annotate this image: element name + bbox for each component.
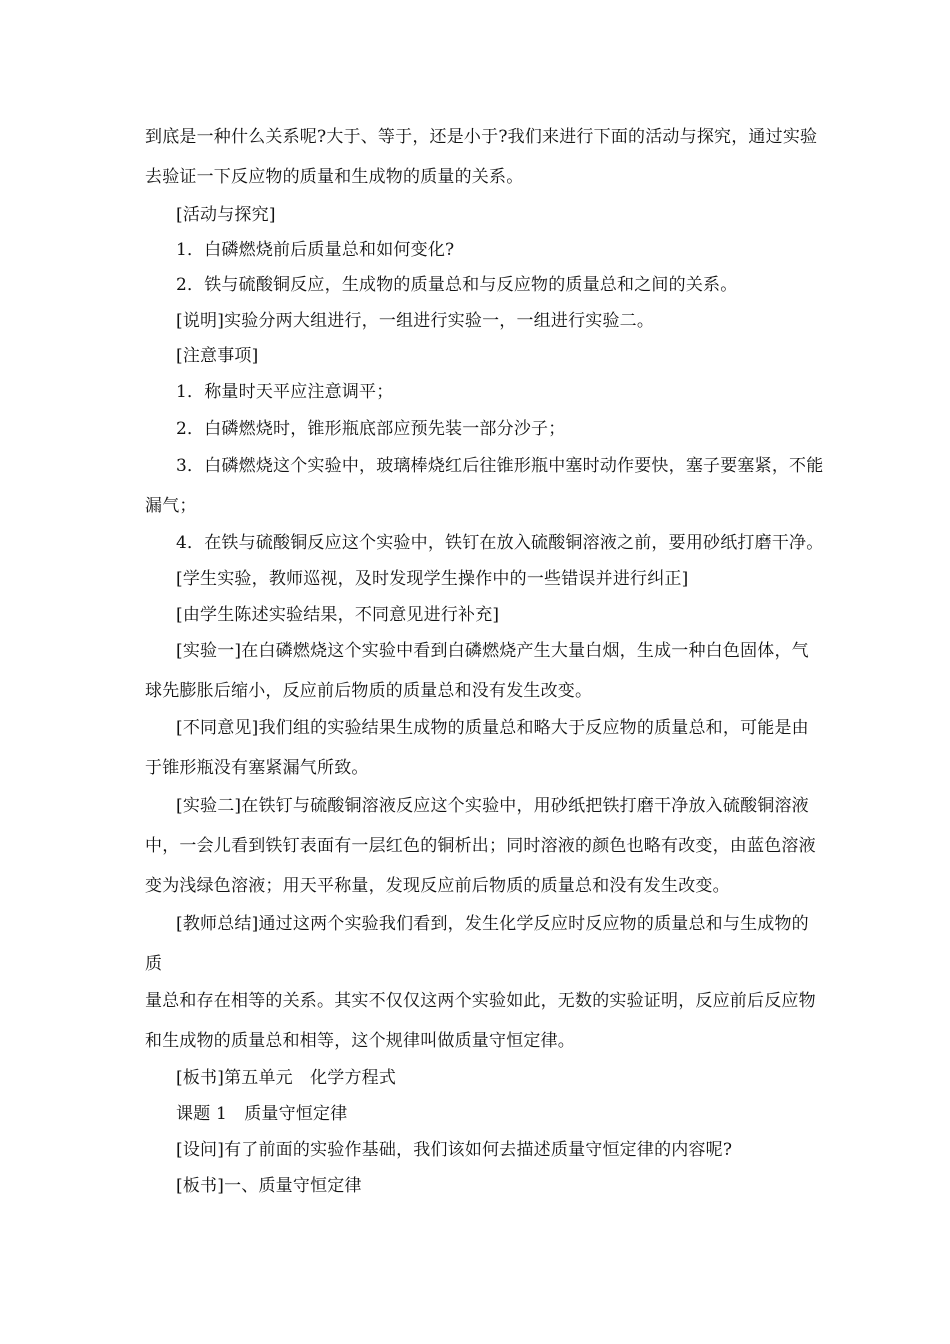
text-line: [实验一]在白磷燃烧这个实验中看到白磷燃烧产生大量白烟，生成一种白色固体，气 [176,641,809,661]
text-line: 和生成物的质量总和相等，这个规律叫做质量守恒定律。 [145,1031,575,1051]
text-line: [由学生陈述实验结果，不同意见进行补充] [176,605,500,625]
text-line: 量总和存在相等的关系。其实不仅仅这两个实验如此，无数的实验证明，反应前后反应物 [145,991,816,1011]
text-line: 质 [145,954,163,974]
board-title: [板书]第五单元 化学方程式 [176,1068,397,1088]
text-line: 变为浅绿色溶液；用天平称量，发现反应前后物质的质量总和没有发生改变。 [145,876,730,896]
text-line: 球先膨胀后缩小，反应前后物质的质量总和没有发生改变。 [145,681,593,701]
text-line: 中，一会儿看到铁钉表面有一层红色的铜析出；同时溶液的颜色也略有改变，由蓝色溶液 [145,836,816,856]
text-line: 2．铁与硫酸铜反应，生成物的质量总和与反应物的质量总和之间的关系。 [176,275,738,295]
text-line: 1．称量时天平应注意调平； [176,382,394,402]
text-line: 到底是一种什么关系呢?大于、等于，还是小于?我们来进行下面的活动与探究，通过实验 [145,127,818,147]
section-heading: [注意事项] [176,346,259,366]
text-line: [实验二]在铁钉与硫酸铜溶液反应这个实验中，用砂纸把铁打磨干净放入硫酸铜溶液 [176,796,809,816]
section-heading: [活动与探究] [176,205,276,225]
text-line: 2．白磷燃烧时，锥形瓶底部应预先装一部分沙子； [176,419,566,439]
text-line: 漏气； [145,496,197,516]
text-line: 3．白磷燃烧这个实验中，玻璃棒烧红后往锥形瓶中塞时动作要快，塞子要塞紧，不能 [176,456,824,476]
text-line: [教师总结]通过这两个实验我们看到，发生化学反应时反应物的质量总和与生成物的 [176,914,809,934]
text-line: [设问]有了前面的实验作基础，我们该如何去描述质量守恒定律的内容呢? [176,1140,733,1160]
text-line: 4．在铁与硫酸铜反应这个实验中，铁钉在放入硫酸铜溶液之前，要用砂纸打磨干净。 [176,533,824,553]
text-line: [说明]实验分两大组进行，一组进行实验一，一组进行实验二。 [176,311,655,331]
text-line: 1．白磷燃烧前后质量总和如何变化? [176,240,455,260]
board-heading: [板书]一、质量守恒定律 [176,1176,362,1196]
text-line: 于锥形瓶没有塞紧漏气所致。 [145,758,369,778]
text-line: [不同意见]我们组的实验结果生成物的质量总和略大于反应物的质量总和，可能是由 [176,718,809,738]
text-line: [学生实验，教师巡视，及时发现学生操作中的一些错误并进行纠正] [176,569,689,589]
lesson-title: 课题 1 质量守恒定律 [176,1104,348,1124]
text-line: 去验证一下反应物的质量和生成物的质量的关系。 [145,167,524,187]
